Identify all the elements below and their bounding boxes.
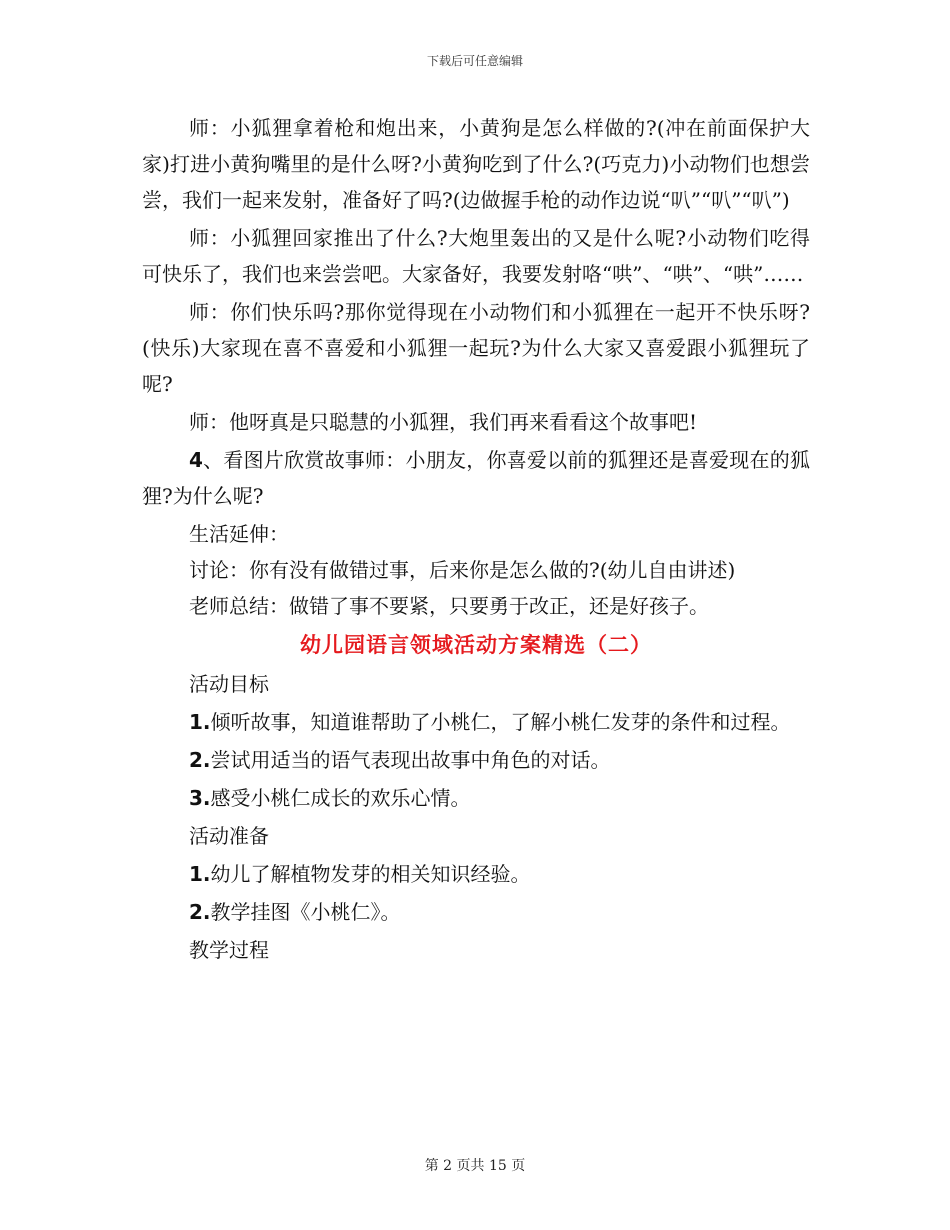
section-title: 幼儿园语言领域活动方案精选（二） xyxy=(300,632,652,657)
list-number: 3. xyxy=(189,786,211,810)
paragraph: 讨论：你有没有做错过事，后来你是怎么做的?(幼儿自由讲述) xyxy=(189,558,736,582)
list-item xyxy=(142,780,810,816)
paragraph: 生活延伸： xyxy=(189,522,289,546)
paragraph: 师：小狐狸回家推出了什么?大炮里轰出的又是什么呢?小动物们吃得可快乐了，我们也来尝尝吧。大家备好，我要发射咯“哄”、“哄”、“哄”…… xyxy=(142,226,810,286)
list-item xyxy=(142,704,810,740)
list-item xyxy=(142,894,810,930)
page-footer: 第 2 页共 15 页 xyxy=(424,1158,526,1174)
paragraph: 师：小狐狸拿着枪和炮出来，小黄狗是怎么样做的?(冲在前面保护大家)打进小黄狗嘴里的是什么呀?小黄狗吃到了什么?(巧克力)小动物们也想尝尝，我们一起来发射，准备好了吗?(边做握手枪的动作边说“叭”“叭”“叭”) xyxy=(142,116,810,212)
paragraph: 师：你们快乐吗?那你觉得现在小动物们和小狐狸在一起开不快乐呀?(快乐)大家现在喜不喜爱和小狐狸一起玩?为什么大家又喜爱跟小狐狸玩了呢? xyxy=(142,300,810,396)
paragraph-text: 、看图片欣赏故事师：小朋友，你喜爱以前的狐狸还是喜爱现在的狐狸?为什么呢? xyxy=(142,448,810,508)
list-number: 2. xyxy=(189,748,211,772)
list-text: 感受小桃仁成长的欢乐心情。 xyxy=(210,786,471,810)
list-number: 2. xyxy=(189,900,211,924)
subheading-prep: 活动准备 xyxy=(189,824,269,848)
subheading-goals: 活动目标 xyxy=(189,672,269,696)
paragraph xyxy=(142,442,810,514)
document-body xyxy=(142,110,810,968)
list-text: 倾听故事，知道谁帮助了小桃仁，了解小桃仁发芽的条件和过程。 xyxy=(210,710,791,734)
list-number: 1. xyxy=(189,862,211,886)
list-number: 1. xyxy=(189,710,211,734)
list-item xyxy=(142,742,810,778)
list-text: 尝试用适当的语气表现出故事中角色的对话。 xyxy=(210,748,611,772)
list-text: 教学挂图《小桃仁》。 xyxy=(210,900,401,924)
subheading-process: 教学过程 xyxy=(189,938,269,962)
step-number: 4 xyxy=(189,448,203,472)
list-text: 幼儿了解植物发芽的相关知识经验。 xyxy=(210,862,531,886)
list-item xyxy=(142,856,810,892)
paragraph: 老师总结：做错了事不要紧，只要勇于改正，还是好孩子。 xyxy=(189,594,709,618)
page-header: 下载后可任意编辑 xyxy=(426,54,523,68)
paragraph: 师：他呀真是只聪慧的小狐狸，我们再来看看这个故事吧! xyxy=(189,410,698,434)
